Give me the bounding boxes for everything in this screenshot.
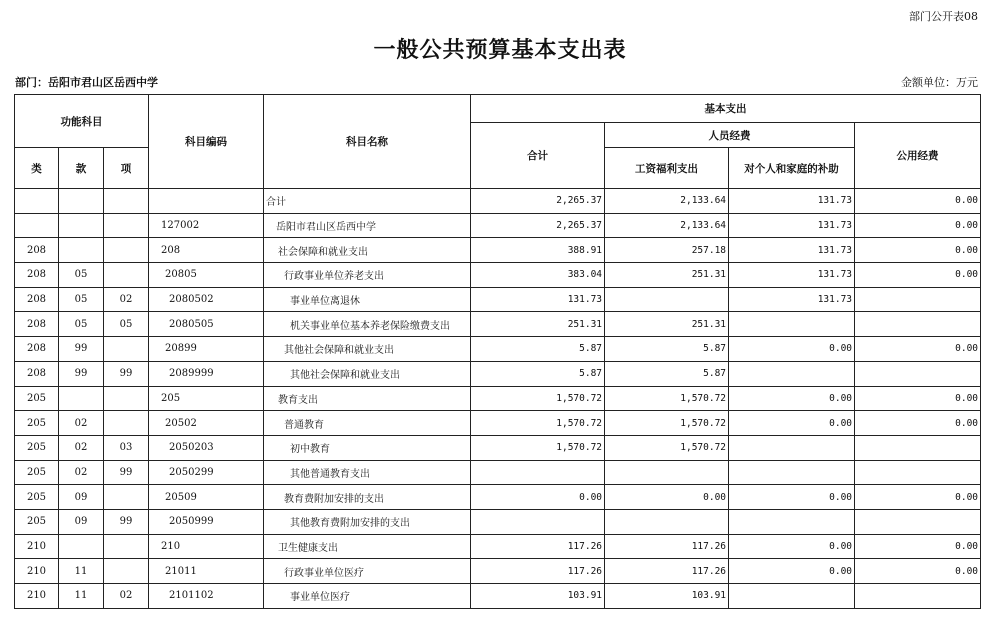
cell-code: 20805 [149, 263, 264, 288]
cell-total: 5.87 [471, 337, 605, 362]
form-number: 部门公开表08 [909, 10, 978, 23]
cell-kuan: 02 [59, 411, 104, 436]
cell-total [471, 460, 605, 485]
cell-xiang: 03 [104, 435, 149, 460]
cell-total: 1,570.72 [471, 435, 605, 460]
cell-salary: 251.31 [605, 263, 729, 288]
cell-total: 2,265.37 [471, 213, 605, 238]
cell-public: 0.00 [855, 238, 981, 263]
cell-lei: 208 [15, 337, 59, 362]
cell-code: 20899 [149, 337, 264, 362]
cell-lei [15, 213, 59, 238]
table-body [15, 189, 981, 609]
cell-name: 行政事业单位养老支出 [264, 263, 471, 288]
cell-salary: 1,570.72 [605, 435, 729, 460]
cell-kuan: 05 [59, 263, 104, 288]
cell-xiang [104, 559, 149, 584]
cell-code: 127002 [149, 213, 264, 238]
cell-salary [605, 460, 729, 485]
cell-kuan: 11 [59, 559, 104, 584]
cell-public: 0.00 [855, 559, 981, 584]
cell-subsidy: 0.00 [729, 559, 855, 584]
cell-subsidy [729, 584, 855, 609]
table-row [15, 312, 981, 337]
cell-code: 2080502 [149, 287, 264, 312]
cell-lei: 208 [15, 238, 59, 263]
cell-lei: 205 [15, 485, 59, 510]
cell-public: 0.00 [855, 485, 981, 510]
cell-code: 2101102 [149, 584, 264, 609]
cell-subsidy [729, 435, 855, 460]
table-row [15, 337, 981, 362]
cell-lei: 205 [15, 435, 59, 460]
cell-salary: 2,133.64 [605, 213, 729, 238]
cell-total: 251.31 [471, 312, 605, 337]
cell-kuan: 02 [59, 460, 104, 485]
cell-code: 210 [149, 534, 264, 559]
cell-code: 205 [149, 386, 264, 411]
cell-total: 2,265.37 [471, 189, 605, 214]
cell-xiang [104, 534, 149, 559]
cell-xiang [104, 189, 149, 214]
cell-total: 103.91 [471, 584, 605, 609]
table-row [15, 485, 981, 510]
cell-name: 初中教育 [264, 435, 471, 460]
cell-name: 卫生健康支出 [264, 534, 471, 559]
cell-kuan [59, 213, 104, 238]
cell-name: 其他普通教育支出 [264, 460, 471, 485]
header-xiang: 项 [104, 148, 149, 189]
table-row [15, 189, 981, 214]
cell-code: 2050203 [149, 435, 264, 460]
cell-lei: 205 [15, 386, 59, 411]
cell-subsidy: 131.73 [729, 238, 855, 263]
table-row [15, 411, 981, 436]
cell-public [855, 509, 981, 534]
header-code: 科目编码 [149, 95, 264, 189]
cell-name: 机关事业单位基本养老保险缴费支出 [264, 312, 471, 337]
cell-total: 1,570.72 [471, 386, 605, 411]
cell-name: 行政事业单位医疗 [264, 559, 471, 584]
cell-xiang [104, 337, 149, 362]
header-subsidy: 对个人和家庭的补助 [729, 148, 855, 189]
cell-lei: 208 [15, 312, 59, 337]
cell-xiang [104, 263, 149, 288]
cell-xiang [104, 213, 149, 238]
cell-lei: 210 [15, 559, 59, 584]
table-row [15, 287, 981, 312]
cell-name: 其他社会保障和就业支出 [264, 337, 471, 362]
cell-public [855, 361, 981, 386]
table-row [15, 435, 981, 460]
cell-salary: 251.31 [605, 312, 729, 337]
cell-subsidy [729, 312, 855, 337]
cell-kuan: 02 [59, 435, 104, 460]
cell-kuan: 09 [59, 509, 104, 534]
header-lei: 类 [15, 148, 59, 189]
cell-total: 5.87 [471, 361, 605, 386]
header-personnel: 人员经费 [605, 123, 855, 148]
cell-code: 2080505 [149, 312, 264, 337]
cell-lei: 210 [15, 584, 59, 609]
cell-kuan [59, 238, 104, 263]
cell-total: 117.26 [471, 559, 605, 584]
page-title: 一般公共预算基本支出表 [373, 37, 627, 63]
table-row [15, 238, 981, 263]
header-name: 科目名称 [264, 95, 471, 189]
cell-xiang: 05 [104, 312, 149, 337]
cell-public: 0.00 [855, 411, 981, 436]
cell-subsidy: 0.00 [729, 337, 855, 362]
cell-salary: 117.26 [605, 559, 729, 584]
cell-name: 社会保障和就业支出 [264, 238, 471, 263]
table-row [15, 534, 981, 559]
table-row [15, 584, 981, 609]
table-row [15, 460, 981, 485]
cell-subsidy: 0.00 [729, 411, 855, 436]
cell-code: 20509 [149, 485, 264, 510]
cell-lei: 205 [15, 411, 59, 436]
cell-kuan: 11 [59, 584, 104, 609]
cell-name: 事业单位离退休 [264, 287, 471, 312]
cell-xiang: 99 [104, 509, 149, 534]
cell-public: 0.00 [855, 386, 981, 411]
cell-code: 208 [149, 238, 264, 263]
cell-salary: 103.91 [605, 584, 729, 609]
cell-xiang [104, 238, 149, 263]
cell-public [855, 435, 981, 460]
cell-public: 0.00 [855, 263, 981, 288]
cell-total: 1,570.72 [471, 411, 605, 436]
cell-name: 其他教育费附加安排的支出 [264, 509, 471, 534]
cell-kuan: 05 [59, 312, 104, 337]
cell-subsidy: 131.73 [729, 287, 855, 312]
cell-total: 388.91 [471, 238, 605, 263]
cell-name: 岳阳市君山区岳西中学 [264, 213, 471, 238]
cell-subsidy [729, 361, 855, 386]
cell-subsidy: 131.73 [729, 213, 855, 238]
cell-salary: 1,570.72 [605, 386, 729, 411]
cell-salary: 5.87 [605, 361, 729, 386]
cell-salary [605, 287, 729, 312]
cell-salary: 117.26 [605, 534, 729, 559]
cell-xiang [104, 386, 149, 411]
cell-lei: 208 [15, 287, 59, 312]
cell-lei: 205 [15, 509, 59, 534]
cell-name: 其他社会保障和就业支出 [264, 361, 471, 386]
cell-subsidy [729, 509, 855, 534]
cell-lei: 208 [15, 361, 59, 386]
cell-total: 0.00 [471, 485, 605, 510]
header-kuan: 款 [59, 148, 104, 189]
cell-name: 事业单位医疗 [264, 584, 471, 609]
cell-name: 合计 [264, 189, 471, 214]
cell-public: 0.00 [855, 337, 981, 362]
cell-public [855, 584, 981, 609]
cell-public: 0.00 [855, 189, 981, 214]
cell-kuan [59, 386, 104, 411]
cell-total: 131.73 [471, 287, 605, 312]
cell-code: 2050299 [149, 460, 264, 485]
cell-public [855, 460, 981, 485]
header-func-subject: 功能科目 [15, 95, 149, 148]
cell-public [855, 312, 981, 337]
cell-subsidy: 131.73 [729, 189, 855, 214]
cell-subsidy: 131.73 [729, 263, 855, 288]
cell-subsidy: 0.00 [729, 386, 855, 411]
header-basic: 基本支出 [471, 95, 981, 123]
cell-xiang [104, 485, 149, 510]
cell-salary [605, 509, 729, 534]
cell-xiang: 02 [104, 584, 149, 609]
header-salary: 工资福利支出 [605, 148, 729, 189]
table-row [15, 361, 981, 386]
cell-lei: 205 [15, 460, 59, 485]
cell-public: 0.00 [855, 213, 981, 238]
cell-code: 2050999 [149, 509, 264, 534]
cell-code: 20502 [149, 411, 264, 436]
cell-code: 2089999 [149, 361, 264, 386]
header-total: 合计 [471, 123, 605, 189]
header-public: 公用经费 [855, 123, 981, 189]
cell-name: 教育支出 [264, 386, 471, 411]
cell-xiang [104, 411, 149, 436]
cell-xiang: 02 [104, 287, 149, 312]
cell-salary: 0.00 [605, 485, 729, 510]
cell-code: 21011 [149, 559, 264, 584]
table-row [15, 213, 981, 238]
cell-subsidy: 0.00 [729, 485, 855, 510]
cell-total: 117.26 [471, 534, 605, 559]
cell-public [855, 287, 981, 312]
budget-table [14, 94, 981, 609]
cell-kuan: 99 [59, 361, 104, 386]
cell-kuan [59, 189, 104, 214]
cell-total [471, 509, 605, 534]
cell-kuan [59, 534, 104, 559]
cell-kuan: 05 [59, 287, 104, 312]
cell-kuan: 99 [59, 337, 104, 362]
table-row [15, 509, 981, 534]
table-row [15, 386, 981, 411]
department-label: 部门：岳阳市君山区岳西中学 [15, 76, 158, 89]
cell-salary: 2,133.64 [605, 189, 729, 214]
table-row [15, 559, 981, 584]
cell-subsidy: 0.00 [729, 534, 855, 559]
cell-salary: 257.18 [605, 238, 729, 263]
cell-salary: 5.87 [605, 337, 729, 362]
cell-xiang: 99 [104, 361, 149, 386]
cell-lei [15, 189, 59, 214]
cell-total: 383.04 [471, 263, 605, 288]
unit-label: 金额单位：万元 [901, 76, 978, 89]
cell-xiang: 99 [104, 460, 149, 485]
cell-name: 教育费附加安排的支出 [264, 485, 471, 510]
cell-subsidy [729, 460, 855, 485]
cell-salary: 1,570.72 [605, 411, 729, 436]
cell-public: 0.00 [855, 534, 981, 559]
cell-lei: 208 [15, 263, 59, 288]
cell-lei: 210 [15, 534, 59, 559]
cell-name: 普通教育 [264, 411, 471, 436]
cell-kuan: 09 [59, 485, 104, 510]
cell-code [149, 189, 264, 214]
table-row [15, 263, 981, 288]
